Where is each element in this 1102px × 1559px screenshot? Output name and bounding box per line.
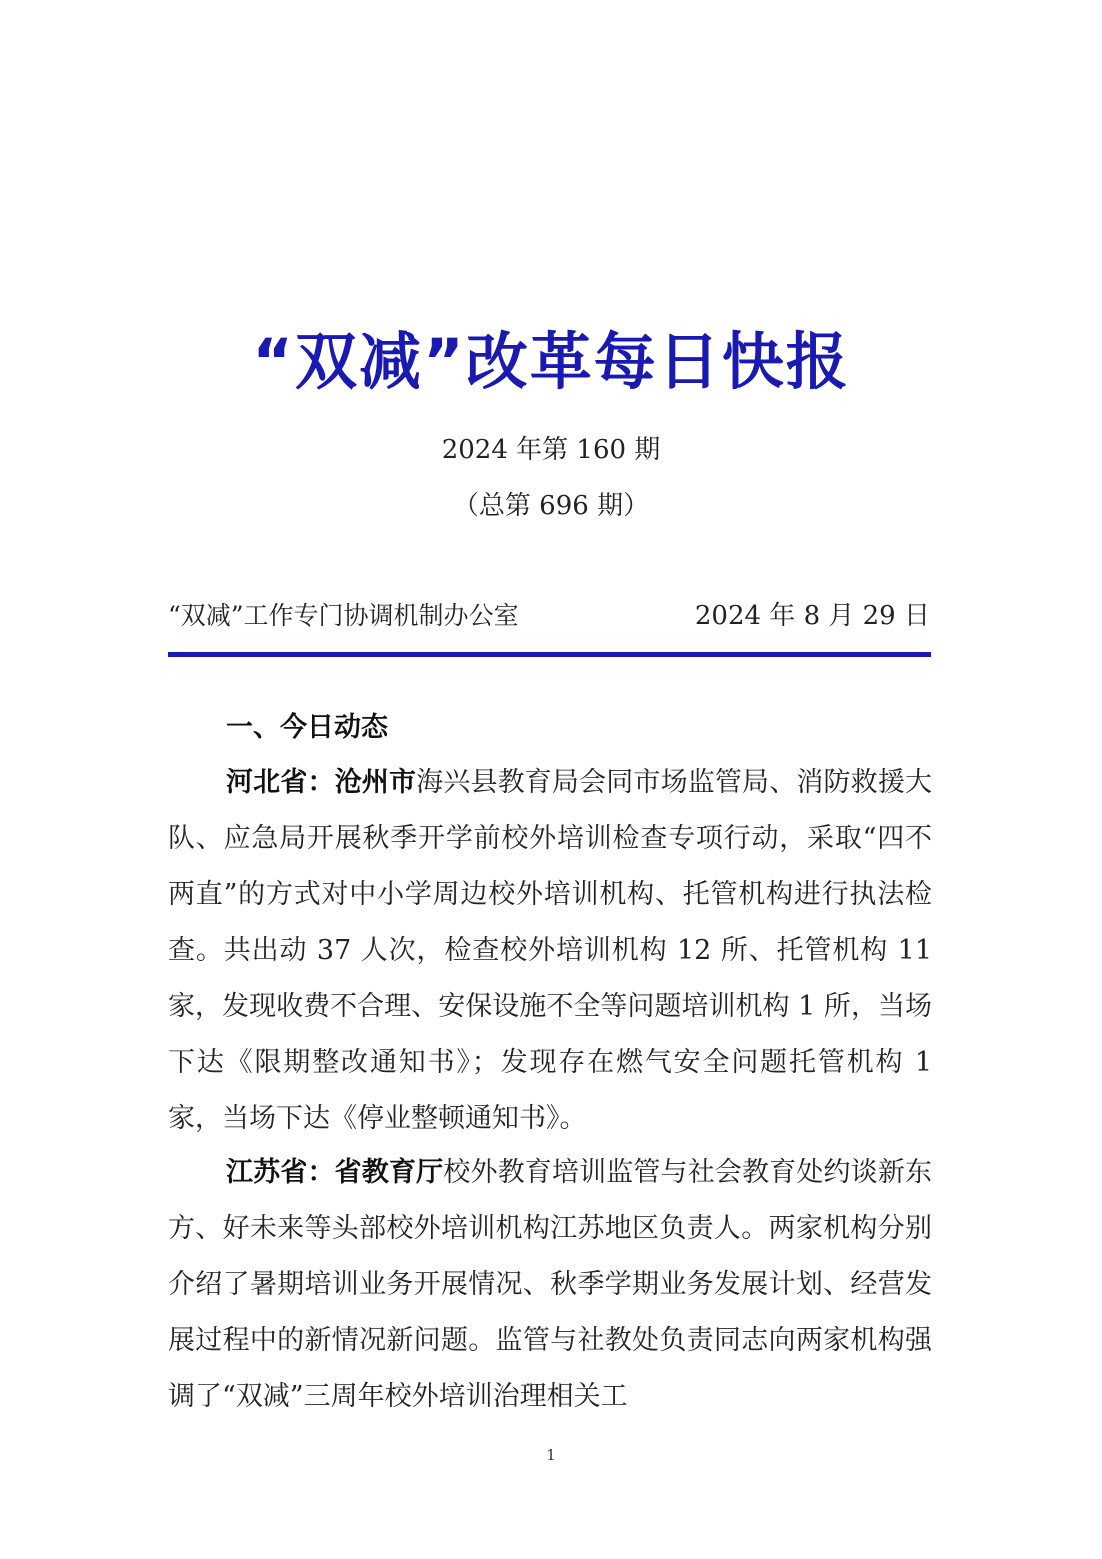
issue-number: 2024 年第 160 期 — [441, 435, 661, 465]
issue-date: 2024 年 8 月 29 日 — [694, 601, 930, 631]
issuing-office: “双减”工作专门协调机制办公室 — [168, 601, 519, 630]
paragraph-hebei — [168, 755, 932, 1147]
paragraph-body: 海兴县教育局会同市场监管局、消防救援大队、应急局开展秋季开学前校外培训检查专项行动，采取“四不两直”的方式对中小学周边校外培训机构、托管机构进行执法检查。共出动 37 人次，检查校外培训机构 12 所、托管机构 11 家，发现收费不合理、安保设施不全等问题培训机构 1 所，当场下达《限期整改通知书》；发现存在燃气安全问题托管机构 1 家，当场下达《停业整顿通知书》。 — [168, 767, 933, 1134]
header-divider — [168, 652, 931, 657]
paragraph-province: 江苏省： — [226, 1157, 335, 1188]
paragraph-city: 沧州市 — [334, 767, 417, 798]
total-issue-number: （总第 696 期） — [452, 491, 650, 521]
paragraph-province: 河北省： — [226, 767, 335, 798]
paragraph-city: 省教育厅 — [334, 1157, 444, 1188]
paragraph-jiangsu — [168, 1145, 932, 1425]
report-title: “双减”改革每日快报 — [252, 325, 850, 398]
paragraph-body: 校外教育培训监管与社会教育处约谈新东方、好未来等头部校外培训机构江苏地区负责人。两家机构分别介绍了暑期培训业务开展情况、秋季学期业务发展计划、经营发展过程中的新情况新问题。监管与社教处负责同志向两家机构强调了“双减”三周年校外培训治理相关工 — [168, 1157, 933, 1412]
page-number: 1 — [546, 1446, 556, 1464]
section-heading: 一、今日动态 — [226, 712, 388, 743]
